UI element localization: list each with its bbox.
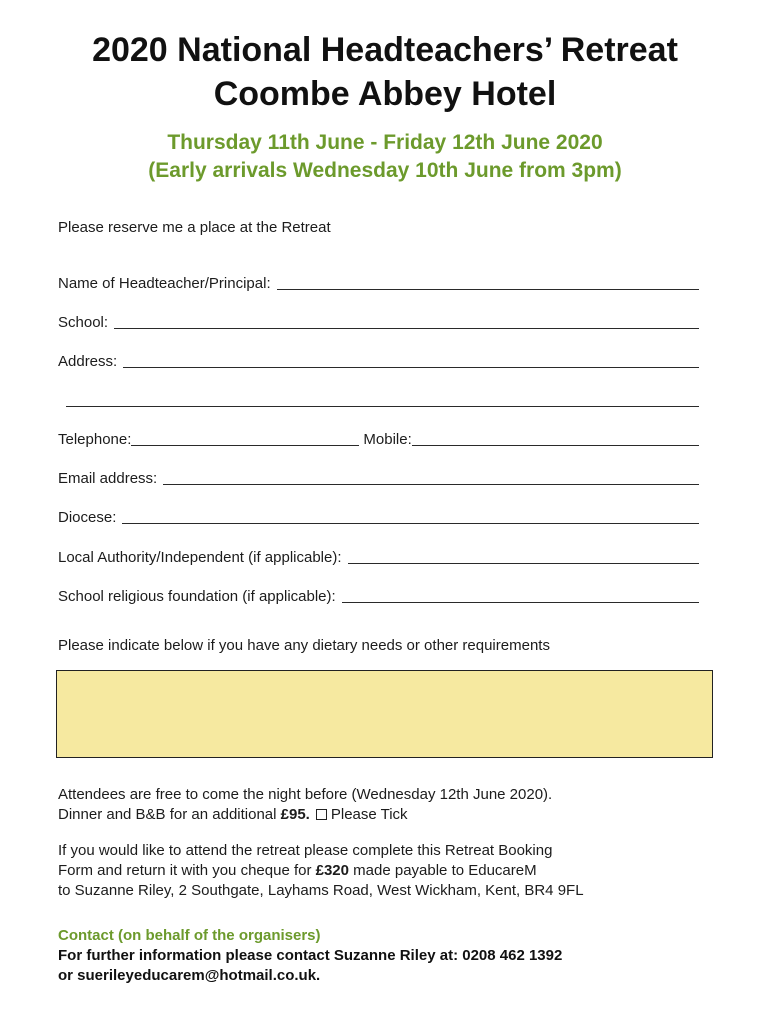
booking-line-1: If you would like to attend the retreat please complete this Retreat Booking xyxy=(58,842,553,859)
telephone-input-line[interactable] xyxy=(131,431,359,446)
authority-input-line[interactable] xyxy=(348,549,699,564)
address-field xyxy=(58,350,699,372)
address-field-2 xyxy=(58,389,699,411)
foundation-field xyxy=(58,585,699,607)
address-label: Address: xyxy=(58,353,118,370)
booking-price: £320 xyxy=(315,862,349,879)
dates-line-1: Thursday 11th June - Friday 12th June 2020 xyxy=(167,131,603,154)
diocese-input-line[interactable] xyxy=(122,509,699,524)
telephone-label: Telephone: xyxy=(58,431,132,448)
dietary-prompt: Please indicate below if you have any dietary needs or other requirements xyxy=(58,637,550,654)
name-label: Name of Headteacher/Principal: xyxy=(58,275,271,292)
early-arrival-price: £95. xyxy=(280,806,310,823)
foundation-input-line[interactable] xyxy=(342,588,699,603)
form-intro: Please reserve me a place at the Retreat xyxy=(58,219,331,236)
mobile-label: Mobile: xyxy=(363,431,412,448)
foundation-label: School religious foundation (if applicable): xyxy=(58,588,336,605)
authority-field xyxy=(58,546,699,568)
email-field xyxy=(58,467,699,489)
school-label: School: xyxy=(58,314,109,331)
title-line-1: 2020 National Headteachers’ Retreat xyxy=(92,31,678,69)
name-input-line[interactable] xyxy=(277,275,699,290)
school-field xyxy=(58,311,699,333)
early-arrival-line-2 xyxy=(58,805,408,825)
authority-label: Local Authority/Independent (if applicable): xyxy=(58,549,342,566)
address-input-line-2[interactable] xyxy=(66,392,699,407)
contact-line-2: or suerileyeducarem@hotmail.co.uk. xyxy=(58,967,321,984)
name-field xyxy=(58,272,699,294)
school-input-line[interactable] xyxy=(114,314,699,329)
address-input-line-1[interactable] xyxy=(123,353,699,368)
booking-text-suffix: made payable to EducareM xyxy=(349,862,537,879)
early-arrival-text: Dinner and B&B for an additional xyxy=(58,806,281,823)
diocese-label: Diocese: xyxy=(58,509,117,526)
tick-checkbox[interactable] xyxy=(316,809,327,820)
title-line-2: Coombe Abbey Hotel xyxy=(213,75,557,113)
dates-line-2: (Early arrivals Wednesday 10th June from 3pm) xyxy=(148,159,622,182)
early-arrival-line-1: Attendees are free to come the night before (Wednesday 12th June 2020). xyxy=(58,786,553,803)
tick-label: Please Tick xyxy=(330,806,408,823)
phone-field xyxy=(58,428,699,450)
booking-text-prefix: Form and return it with you cheque for xyxy=(58,862,316,879)
email-input-line[interactable] xyxy=(163,470,699,485)
mobile-input-line[interactable] xyxy=(412,431,699,446)
booking-line-2 xyxy=(58,861,537,881)
dietary-needs-box[interactable] xyxy=(56,670,713,758)
diocese-field xyxy=(58,506,699,528)
email-label: Email address: xyxy=(58,470,158,487)
contact-line-1: For further information please contact Suzanne Riley at: 0208 462 1392 xyxy=(58,947,563,964)
contact-heading: Contact (on behalf of the organisers) xyxy=(58,927,321,944)
booking-line-3: to Suzanne Riley, 2 Southgate, Layhams Road, West Wickham, Kent, BR4 9FL xyxy=(58,882,584,899)
